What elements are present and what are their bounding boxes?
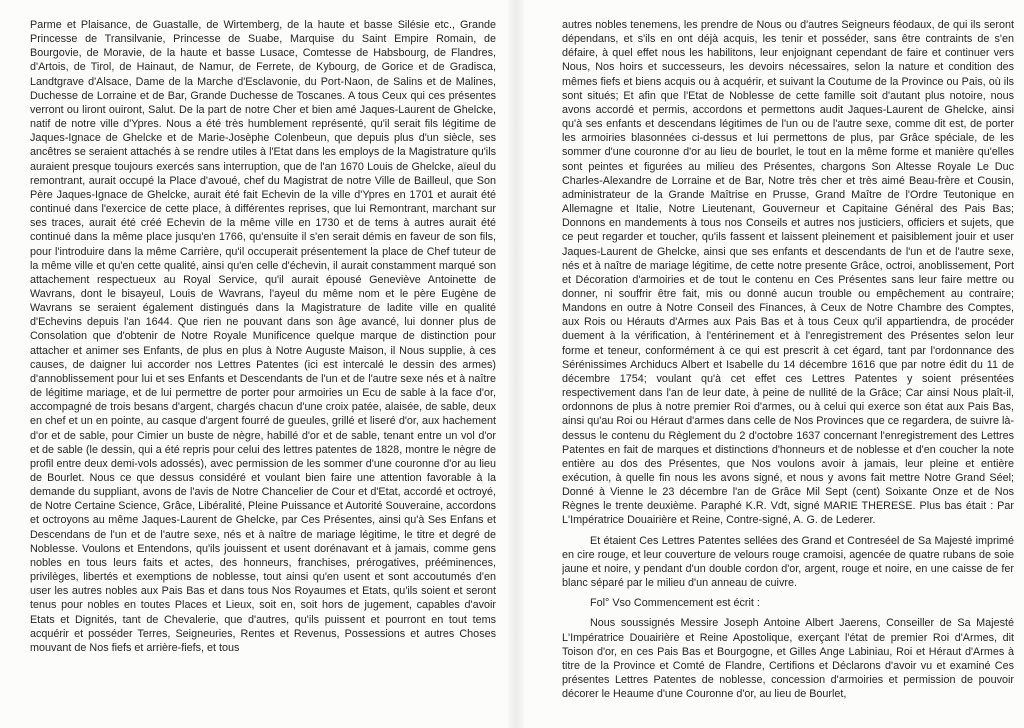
page-gutter — [508, 0, 524, 728]
right-page-paragraph-4: Nous soussignés Messire Joseph Antoine Albert Jaerens, Conseiller de Sa Majesté L'Impératrice Douairière et Reine Apostolique, exerçant l'état de premier Roi d'Armes, dit Toison d'or, en ces Pais Bas et Bourgogne, et Gilles Ange Labiniau, Roi et Héraut d'Armes à titre de la Province et Comté de Flandre, Certifions et Déclarons d'avoir vu et examiné Ces présentes Lettres Patentes de noblesse, concession d'armoiries et permission de pouvoir décorer le Heaume d'une Couronne d'or, au lieu de Bourlet, — [562, 617, 1014, 701]
right-page — [562, 18, 1014, 724]
left-page — [30, 18, 496, 724]
right-page-folio-heading: Fol° Vso Commencement est écrit : — [590, 597, 760, 610]
right-page-paragraph-2: Et étaient Ces Lettres Patentes sellées des Grand et Contreséel de Sa Majesté imprimé en cire rouge, et leur couverture de velours rouge cramoisi, agencée de quatre rubans de soie jaune et noire, y pendant d'un double cordon d'or, argent, rouge et noire, en une caisse de fer blanc séparé par le milieu d'un anneau de cuivre. — [562, 534, 1014, 590]
left-page-text: Parme et Plaisance, de Guastalle, de Wirtemberg, de la haute et basse Silésie etc., Grande Princesse de Transilvanie, Princesse de Suabe, Marquise du Saint Empire Romain, de Bourgovie, de Moravie, de la haute et basse Lusace, Comtesse de Habsbourg, de Flandres, d'Artois, de Tirol, de Hainaut, de Namur, de Ferrete, de Kybourg, de Gorice et de Gradisca, Landtgrave d'Alsace, Dame de la Marche d'Esclavonie, du Port-Naon, de Salins et de Malines, Duchesse de Lorraine et de Bar, Grande Duchesse de Toscanes. A tous Ceux qui ces présentes verront ou liront ouiront, Salut. De la part de notre Cher et bien amé Jaques-Laurent de Ghelcke, natif de notre ville d'Ypres. Nous a été très humblement représenté, qu'il serait fils légitime de Jaques-Ignace de Ghelcke et de Marie-Josèphe Colenbeun, que depuis plus d'un siècle, ses ancêtres se seraient attachés à se rendre utiles à l'Etat dans les employs de la Magistrature qu'ils auraient presque toujours exercés sans interruption, que de l'an 1670 Louis de Ghelcke, aïeul du remontrant, aurait occupé la Place d'avoué, chef du Magistrat de notre Ville de Bailleul, que Son Père Jaques-Ignace de Ghelcke, aurait été fait Echevin de la ville d'Ypres en 1701 et aurait été continué dans l'exercice de cette place, à différentes reprises, que lui Remontrant, marchant sur ses traces, aurait été créé Echevin de la même ville en 1730 et de tems à autres aurait été continué dans la même place jusqu'en 1766, qu'ensuite il s'en serait démis en faveur de son fils, pour l'introduire dans la même Carrière, qu'il occuperait présentement la place de Chef tuteur de la même ville et qu'en cette qualité, ainsi qu'en celle d'échevin, il aurait constamment marqué son attachement respectueux au Royal Service, qu'il aurait épousé Geneviève Antoinette de Wavrans, dont le bisayeul, Louis de Wavrans, l'ayeul du même nom et le père Eugène de Wavrans se seraient également distingués dans la Magistrature de ladite ville en qualité d'Echevins depuis l'an 1644. Que rien ne pouvant dans son âge avancé, lui donner plus de Consolation que d'obtenir de Notre Royale Munificence quelque marque de distinction pour attacher et animer ses Enfants, de plus en plus à Notre Auguste Maison, il Nous supplie, à ces causes, de daigner lui accorder nos Lettres Patentes (ici est intercalé le dessin des armes) d'annoblissement pour lui et ses Enfants et Descendants de l'un et de l'autre sexe nés et à naître de légitime mariage, et de lui permettre de porter pour armoiries un Ecu de sable à la face d'or, accompagné de trois besans d'argent, chargés chacun d'une croix patée, alaisée, de sable, deux en chef et un en pointe, au casque d'argent fourré de gueules, grillé et liseré d'or, aux hachement d'or et de sable, pour Cimier un buste de nègre, habillé d'or et de sable, tenant entre un vol d'or et de sable (le dessin, qui a été repris pour celui des lettres patentes de 1828, montre le nègre de profil entre deux demi-vols adossés), avec permission de les sommer d'une couronne d'or au lieu de Bourlet. Nous ce que dessus considéré et voulant bien faire une attention favorable à la demande du suppliant, avons de l'avis de Notre Chancelier de Cour et d'Etat, accordé et octroyé, de Notre Certaine Science, Grâce, Libéralité, Pleine Puissance et Autorité Souveraine, accordons et octroyons au même Jaques-Laurent de Ghelcke, par Ces Présentes, ainsi qu'à Ses Enfans et Descendans de l'un et de l'autre sexe, nés et à naître de mariage légitime, le titre et degré de Noblesse. Voulons et Entendons, qu'ils jouissent et usent dorénavant et à jamais, comme gens nobles en tous leurs faits et actes, des honneurs, franchises, prérogatives, prééminences, privilèges, libertés et exemptions de noblesse, tout ainsi qu'en usent et sont accoutumés d'en user les autres nobles aux Pais Bas et dans tous Nos Royaumes et Etats, qu'ils soient et seront tenus pour nobles en toutes Places et Lieux, soit en, soit hors de jugement, capables d'avoir Etats et Dignités, tant de Chevalerie, que d'autres, qu'ils puissent et pourront en tout tems acquérir et posséder Terres, Seigneuries, Rentes et Revenus, Possessions et autres Choses mouvant de Nos fiefs et arrière-fiefs, et tous — [30, 19, 496, 654]
right-page-paragraph-1: autres nobles tenemens, les prendre de Nous ou d'autres Seigneurs féodaux, de qui ils seront dépendans, et s'ils en ont déjà acquis, les tenir et posséder, sans être contraints de s'en défaire, à quel effet nous les habilitons, leur enjoignant cependant de faire et continuer vers Nous, Nos hoirs et successeurs, les devoirs nécessaires, selon la nature et condition des mêmes fiefs et biens acquis ou à acquérir, et suivant la Coutume de la Province ou Pais, où ils sont situés; Et afin que l'Etat de Noblesse de cette famille soit d'autant plus notoire, nous avons accordé et permis, accordons et permettons audit Jaques-Laurent de Ghelcke, ainsi qu'à ses enfants et descendans légitimes de l'un ou de l'autre sexe, comme dit est, de porter les armoiries blasonnées ci-dessus et lui permettons de plus, par Grâce spéciale, de les sommer d'une couronne d'or au lieu de bourlet, le tout en la même forme et manière qu'elles sont peintes et figurées au milieu des Présentes, chargons Son Altesse Royale Le Duc Charles-Alexandre de Lorraine et de Bar, Notre très cher et très aimé Beau-frère et Cousin, administrateur de la Grande Maîtrise en Prusse, Grand Maître de l'Ordre Teutonique en Allemagne et Italie, Notre Lieutenant, Gouverneur et Capitaine Général des Pais Bas; Donnons en mandements à tous nos Conseils et autres nos justiciers, officiers et sujets, que ce peut regarder et toucher, qu'ils fassent et laissent pleinement et paisiblement jouir et user Jaques-Laurent de Ghelcke, ainsi que ses enfants et descendants de l'un et de l'autre sexe, nés et à naître de mariage légitime, de cette notre presente Grâce, octroi, anoblissement, Port et Décoration d'armoiries et de tout le contenu en Ces Présentes sans leur faire mettre ou donner, ni souffrir être fait, mis ou donné aucun trouble ou empêchement au contraire; Mandons en outre à Notre Conseil des Finances, à Ceux de Notre Chambre des Comptes, aux Rois ou Hérauts d'Armes aux Pais Bas et à tous Ceux qu'il appartiendra, de procéder duement à la vérification, à l'entérinement et à l'enregistrement des Présentes selon leur forme et teneur, conformément à ce qui est prescrit à cet égard, tant par l'ordonnance des Sérénissimes Archiducs Albert et Isabelle du 14 décembre 1616 que par notre édit du 11 de décembre 1754; voulant qu'à cet effet ces Lettres Patentes y soient présentées respectivement dans l'an de leur date, à peine de nullité de la Grâce; Car ainsi Nous plaît-il, ordonnons de plus à notre premier Roi d'armes, ou à celui qui exerce son état aux Pais Bas, ainsi qu'au Roi ou Héraut d'armes dans celle de Nos Provinces que ce regardera, de suivre là-dessus le contenu du Règlement du 2 d'octobre 1637 concernant l'enregistrement des Lettres Patentes en fait de marques et distinctions d'honneurs et de noblesse et d'en coucher la note entière au dos des Présentes, que Nos voulons avoir à jamais, leur pleine et entière exécution, à quelle fin nous les avons signé, et nous y avons fait mettre Notre Grand Séel; Donné à Vienne le 23 décembre l'an de Grâce Mil Sept (cent) Soixante Onze et de Nos Règnes le trente deuxième. Paraphé K.R. Vdt, signé MARIE THERESE. Plus bas était : Par L'Impératrice Douairière et Reine, Contre-signé, A. G. de Lederer. — [562, 19, 1014, 527]
